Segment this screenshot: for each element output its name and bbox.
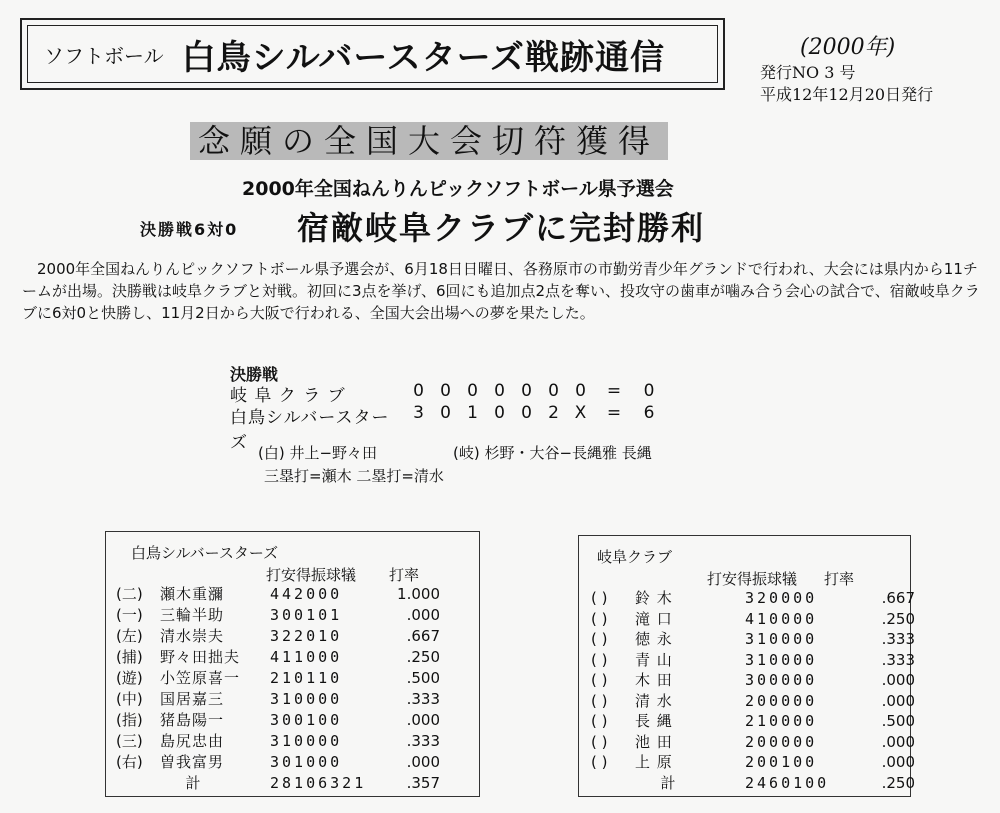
player-stats: 301000 [270, 753, 343, 771]
player-row [591, 629, 915, 649]
player-row [116, 626, 440, 646]
player-name: 曽我富男 [160, 753, 225, 771]
player-name: 青 山 [635, 650, 673, 669]
linescore-inning: 0 [467, 381, 478, 401]
article-body: 2000年全国ねんりんピックソフトボール県予選会が、6月18日日曜日、各務原市の市勤労青少年グランドで行われ、大会には県内から11チームが出場。決勝戦は岐阜クラブと対戦。初回に3点を挙げ、6回にも追加点2点を奪い、投攻守の歯車が噛み合う会心の試合で、宿敵岐阜クラブに6対0と快勝し、11月2日から大阪で行われる、全国大会出場への夢を果たした。 [22, 260, 980, 322]
player-stats: 200000 [745, 732, 818, 751]
linescore-inning: X [574, 403, 587, 423]
player-avg: .667 [881, 589, 915, 607]
totals-stats: 2460100 [745, 773, 830, 792]
subtitle: 2000年全国ねんりんピックソフトボール県予選会 [242, 178, 674, 200]
player-name: 鈴 木 [635, 589, 673, 607]
totals-row [116, 773, 440, 793]
publish-date: 平成12年12月20日発行 [760, 85, 934, 104]
boxscore-away [578, 535, 915, 797]
linescore-inning: 1 [467, 403, 478, 423]
player-position: ( ) [591, 589, 608, 607]
player-position: ( ) [591, 691, 608, 710]
boxscore-away-col-avg: 打率 [824, 570, 855, 588]
player-position: (二) [116, 585, 143, 603]
player-name: 徳 永 [635, 630, 673, 648]
player-name: 猪島陽一 [160, 711, 225, 729]
player-row [116, 689, 440, 709]
player-stats: 442000 [270, 585, 343, 603]
player-row [591, 650, 915, 670]
player-stats: 300000 [745, 671, 818, 689]
player-name: 三輪半助 [160, 606, 225, 624]
player-row [116, 668, 440, 688]
boxscore-home-title: 白鳥シルバースターズ [131, 544, 279, 562]
player-avg: .000 [881, 691, 915, 710]
linescore-label: 決勝戦 [230, 365, 279, 384]
player-avg: .000 [881, 732, 915, 751]
player-name: 清 水 [635, 691, 673, 710]
player-row [116, 731, 440, 751]
player-position: ( ) [591, 671, 608, 689]
headline: 宿敵岐阜クラブに完封勝利 [297, 209, 706, 247]
player-stats: 310000 [270, 690, 343, 708]
player-row [116, 752, 440, 772]
player-avg: .500 [881, 712, 915, 730]
player-avg: .333 [881, 650, 915, 669]
totals-row [591, 773, 915, 793]
totals-label: 計 [185, 774, 201, 792]
player-row [591, 670, 915, 690]
masthead-title: 白鳥シルバースターズ戦跡通信 [181, 37, 665, 78]
boxscore-away-col-stats: 打安得振球犠 [707, 570, 798, 588]
linescore-inning: 0 [575, 381, 586, 401]
player-row [116, 710, 440, 730]
totals-label: 計 [660, 773, 676, 792]
player-name: 瀬木重瀰 [160, 585, 225, 603]
player-stats: 210000 [745, 712, 818, 730]
player-stats: 310000 [745, 630, 818, 648]
player-position: (中) [116, 690, 143, 708]
player-position: ( ) [591, 630, 608, 648]
player-name: 島尻忠由 [160, 732, 225, 750]
player-row [591, 752, 915, 772]
player-row [591, 588, 915, 608]
player-name: 上 原 [635, 753, 673, 771]
linescore-inning: 0 [521, 403, 532, 423]
player-position: (指) [116, 711, 143, 729]
player-position: (一) [116, 606, 143, 624]
boxscore-home [105, 531, 480, 797]
slogan-banner: 念願の全国大会切符獲得 [190, 122, 668, 160]
player-stats: 300100 [270, 711, 343, 729]
player-name: 池 田 [635, 732, 673, 751]
linescore-total: 0 [643, 381, 655, 401]
player-position: (遊) [116, 669, 143, 687]
player-stats: 200000 [745, 691, 818, 710]
player-avg: .250 [406, 648, 440, 666]
masthead-box [20, 18, 725, 90]
linescore-team: 白鳥シルバースターズ [230, 408, 390, 453]
battery-home: (白) 井上−野々田 [258, 444, 378, 462]
linescore-equals: = [606, 403, 622, 423]
linescore-inning: 2 [548, 403, 559, 423]
player-position: (左) [116, 627, 143, 645]
boxscore-home-col-stats: 打安得振球犠 [266, 566, 357, 584]
battery-away: (岐) 杉野・大谷−長縄雅 長縄 [453, 444, 652, 462]
player-stats: 322010 [270, 627, 343, 645]
issue-number: 発行NO 3 号 [760, 63, 856, 82]
player-position: (右) [116, 753, 143, 771]
player-row [116, 647, 440, 667]
boxscore-home-col-avg: 打率 [389, 566, 420, 584]
player-row [591, 691, 915, 711]
totals-avg: .250 [881, 773, 915, 792]
boxscore-away-title: 岐阜クラブ [597, 548, 673, 566]
player-name: 国居嘉三 [160, 690, 225, 708]
player-avg: .250 [881, 609, 915, 628]
player-stats: 300101 [270, 606, 343, 624]
player-row [116, 605, 440, 625]
masthead-inner [27, 25, 718, 83]
player-avg: .333 [881, 630, 915, 648]
player-avg: .667 [406, 627, 440, 645]
player-name: 滝 口 [635, 609, 673, 628]
player-name: 小笠原喜一 [160, 669, 241, 687]
player-position: ( ) [591, 712, 608, 730]
handwritten-year-note: (2000年) [800, 35, 896, 60]
player-position: ( ) [591, 732, 608, 751]
linescore-total: 6 [643, 403, 655, 423]
linescore-inning: 0 [494, 403, 505, 423]
player-stats: 310000 [745, 650, 818, 669]
player-position: (捕) [116, 648, 143, 666]
player-row [116, 584, 440, 604]
player-stats: 410000 [745, 609, 818, 628]
player-row [591, 609, 915, 629]
player-avg: .333 [406, 690, 440, 708]
player-stats: 320000 [745, 589, 818, 607]
linescore-inning: 3 [413, 403, 424, 423]
player-avg: .000 [406, 711, 440, 729]
player-avg: .000 [406, 753, 440, 771]
player-avg: .000 [881, 753, 915, 771]
linescore-inning: 0 [521, 381, 532, 401]
linescore-team: 岐 阜 ク ラ ブ [230, 386, 346, 406]
player-name: 長 縄 [635, 712, 673, 730]
player-avg: .000 [881, 671, 915, 689]
totals-stats: 28106321 [270, 774, 367, 792]
player-name: 木 田 [635, 671, 673, 689]
player-avg: 1.000 [397, 585, 440, 603]
linescore-inning: 0 [440, 403, 451, 423]
player-row [591, 732, 915, 752]
linescore-inning: 0 [548, 381, 559, 401]
player-position: ( ) [591, 609, 608, 628]
linescore-inning: 0 [440, 381, 451, 401]
player-stats: 411000 [270, 648, 343, 666]
player-row [591, 711, 915, 731]
player-avg: .333 [406, 732, 440, 750]
player-position: ( ) [591, 650, 608, 669]
extra-base-hits: 三塁打=瀬木 二塁打=清水 [264, 467, 444, 485]
player-avg: .000 [406, 606, 440, 624]
player-position: ( ) [591, 753, 608, 771]
player-position: (三) [116, 732, 143, 750]
linescore-inning: 0 [494, 381, 505, 401]
linescore-equals: = [606, 381, 622, 401]
player-avg: .500 [406, 669, 440, 687]
player-name: 清水崇夫 [160, 627, 225, 645]
player-name: 野々田拙夫 [160, 648, 241, 666]
player-stats: 210110 [270, 669, 343, 687]
masthead-sport: ソフトボール [44, 43, 164, 68]
totals-avg: .357 [406, 774, 440, 792]
player-stats: 310000 [270, 732, 343, 750]
final-score-label: 決勝戦6対0 [140, 220, 239, 239]
linescore-inning: 0 [413, 381, 424, 401]
player-stats: 200100 [745, 753, 818, 771]
